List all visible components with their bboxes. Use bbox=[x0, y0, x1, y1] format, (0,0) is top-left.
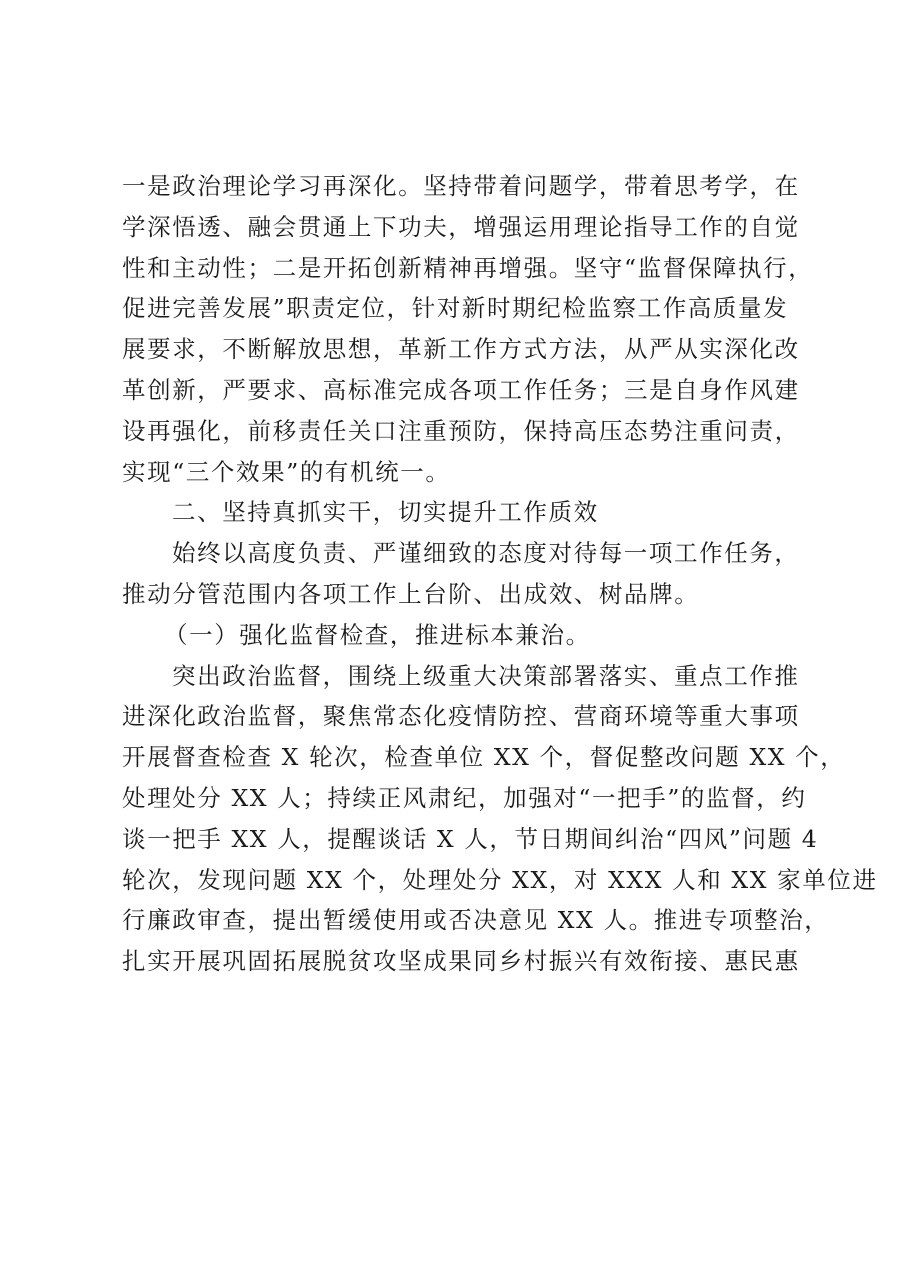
document-body bbox=[122, 166, 878, 982]
text-line: 谈一把手 XX 人，提醒谈话 X 人，节日期间纠治“四风”问题 4 bbox=[122, 824, 819, 853]
text-line: 促进完善发展”职责定位，针对新时期纪检监察工作高质量发 bbox=[122, 294, 789, 323]
text-line: 革创新，严要求、高标准完成各项工作任务；三是自身作风建 bbox=[122, 375, 800, 404]
text-line: 处理处分 XX 人；持续正风肃纪，加强对“一把手”的监督，约 bbox=[122, 783, 807, 812]
text-line: 实现“三个效果”的有机统一。 bbox=[122, 457, 451, 486]
text-line: 性和主动性；二是开拓创新精神再增强。坚守“监督保障执行， bbox=[122, 253, 814, 282]
text-line: 开展督查检查 X 轮次，检查单位 XX 个，督促整改问题 XX 个， bbox=[122, 743, 846, 772]
text-line: 一是政治理论学习再深化。坚持带着问题学，带着思考学，在 bbox=[122, 172, 800, 200]
text-line: 学深悟透、融会贯通上下功夫，增强运用理论指导工作的自觉 bbox=[122, 212, 800, 241]
text-line: 展要求，不断解放思想，革新工作方式方法，从严从实深化改 bbox=[122, 335, 800, 364]
section-heading bbox=[122, 492, 812, 533]
text-line: 推动分管范围内各项工作上台阶、出成效、树品牌。 bbox=[122, 579, 700, 608]
text-line: 设再强化，前移责任关口注重预防，保持高压态势注重问责， bbox=[122, 416, 800, 445]
subsection-heading bbox=[122, 615, 812, 656]
text-line: 进深化政治监督，聚焦常态化疫情防控、营商环境等重大事项 bbox=[122, 702, 800, 731]
heading-text: 二、坚持真抓实干，切实提升工作质效 bbox=[172, 498, 599, 527]
subheading-text: （一）强化监督检查，推进标本兼治。 bbox=[164, 620, 591, 649]
text-line: 行廉政审查，提出暂缓使用或否决意见 XX 人。推进专项整治， bbox=[122, 906, 830, 935]
paragraph-supervision bbox=[122, 656, 878, 982]
paragraph-attitude bbox=[122, 533, 812, 615]
text-line: 始终以高度负责、严谨细致的态度对待每一项工作任务， bbox=[172, 539, 800, 568]
text-line: 突出政治监督，围绕上级重大决策部署落实、重点工作推 bbox=[172, 661, 800, 690]
text-line: 扎实开展巩固拓展脱贫攻坚成果同乡村振兴有效衔接、惠民惠 bbox=[122, 947, 800, 976]
text-line: 轮次，发现问题 XX 个，处理处分 XX，对 XXX 人和 XX 家单位进 bbox=[122, 865, 878, 894]
paragraph-political-theory bbox=[122, 166, 812, 492]
